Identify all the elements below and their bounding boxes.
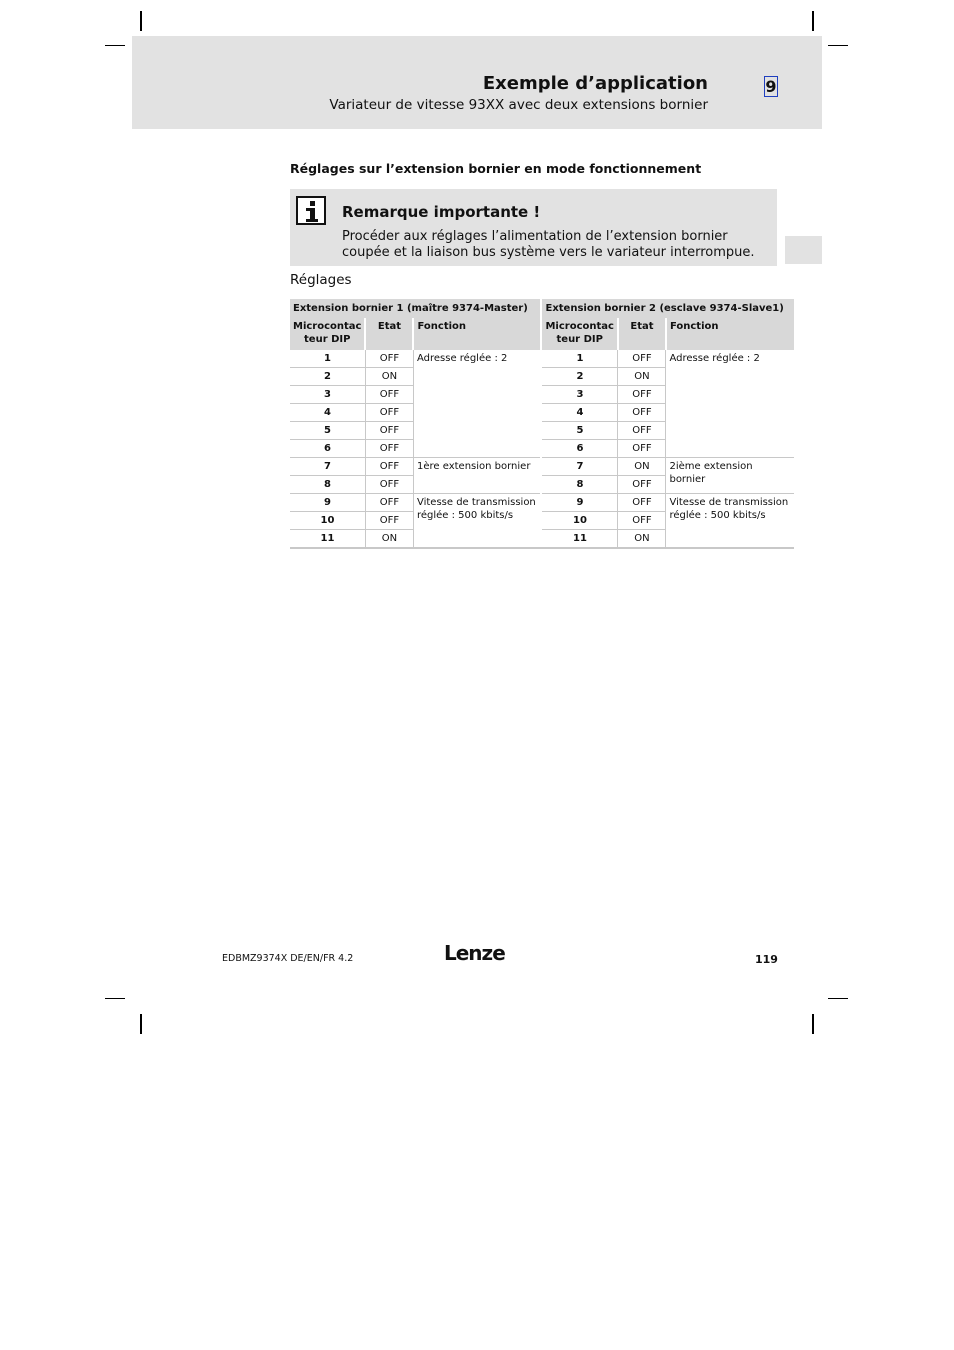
footer-doc-code: EDBMZ9374X DE/EN/FR 4.2 — [222, 953, 354, 964]
dip-state: ON — [365, 530, 413, 549]
col-function-header: Fonction — [666, 318, 794, 350]
dip-number: 10 — [541, 512, 617, 530]
dip-number: 3 — [541, 386, 617, 404]
chapter-number-link[interactable]: 9 — [765, 77, 777, 96]
dip-number: 5 — [290, 422, 365, 440]
dip-state: OFF — [365, 422, 413, 440]
dip-number: 4 — [290, 404, 365, 422]
header-band — [132, 36, 822, 129]
dip-number: 7 — [290, 458, 365, 476]
dip-state: ON — [618, 530, 666, 549]
page-number: 119 — [755, 953, 778, 966]
col-dip-header: Microcontac teur DIP — [290, 318, 365, 350]
dip-state: OFF — [618, 422, 666, 440]
lenze-logo: Lenze — [444, 941, 505, 965]
function-cell: Adresse réglée : 2 — [666, 350, 794, 458]
settings-label: Réglages — [290, 272, 352, 288]
section-heading: Réglages sur l’extension bornier en mode fonctionnement — [290, 161, 702, 176]
dip-number: 5 — [541, 422, 617, 440]
dip-number: 2 — [290, 368, 365, 386]
dip-number: 3 — [290, 386, 365, 404]
function-cell: 1ère extension bornier — [413, 458, 541, 494]
dip-number: 1 — [290, 350, 365, 368]
dip-state: ON — [365, 368, 413, 386]
crop-mark — [828, 45, 848, 46]
side-tab-marker — [785, 236, 822, 264]
crop-mark — [812, 1014, 814, 1034]
dip-number: 11 — [290, 530, 365, 549]
dip-state: OFF — [618, 494, 666, 512]
dip-number: 10 — [290, 512, 365, 530]
dip-state: OFF — [618, 404, 666, 422]
col-state-header: Etat — [365, 318, 413, 350]
dip-number: 1 — [541, 350, 617, 368]
function-cell: Adresse réglée : 2 — [413, 350, 541, 458]
dip-state: OFF — [365, 458, 413, 476]
dip-number: 6 — [290, 440, 365, 458]
crop-mark — [105, 45, 125, 46]
group2-header: Extension bornier 2 (esclave 9374-Slave1) — [541, 299, 793, 318]
note-body: Procéder aux réglages l’alimentation de l’extension bornier coupée et la liaison bus système vers le variateur interrompue. — [342, 229, 755, 260]
dip-number: 7 — [541, 458, 617, 476]
crop-mark — [105, 998, 125, 999]
dip-state: OFF — [618, 386, 666, 404]
function-cell: 2ième extension bornier — [666, 458, 794, 494]
table-row — [290, 494, 794, 512]
dip-state: OFF — [618, 440, 666, 458]
col-function-header: Fonction — [413, 318, 541, 350]
dip-number: 9 — [290, 494, 365, 512]
table-row — [290, 350, 794, 368]
function-cell: Vitesse de transmission réglée : 500 kbits/s — [413, 494, 541, 549]
note-title: Remarque importante ! — [342, 203, 541, 221]
dip-state: OFF — [365, 404, 413, 422]
table-row — [290, 458, 794, 476]
dip-state: OFF — [365, 494, 413, 512]
crop-mark — [140, 1014, 142, 1034]
crop-mark — [140, 11, 142, 31]
dip-number: 9 — [541, 494, 617, 512]
col-state-header: Etat — [618, 318, 666, 350]
dip-state: OFF — [618, 512, 666, 530]
dip-number: 6 — [541, 440, 617, 458]
dip-state: ON — [618, 368, 666, 386]
group1-header: Extension bornier 1 (maître 9374-Master) — [290, 299, 541, 318]
dip-state: OFF — [365, 512, 413, 530]
chapter-subtitle: Variateur de vitesse 93XX avec deux extensions bornier — [329, 97, 708, 113]
dip-number: 8 — [541, 476, 617, 494]
info-icon — [296, 196, 326, 225]
dip-state: OFF — [618, 350, 666, 368]
dip-switch-table — [290, 299, 794, 549]
function-cell: Vitesse de transmission réglée : 500 kbits/s — [666, 494, 794, 549]
crop-mark — [812, 11, 814, 31]
dip-state: ON — [618, 458, 666, 476]
dip-state: OFF — [618, 476, 666, 494]
col-dip-header: Microcontac teur DIP — [541, 318, 617, 350]
dip-number: 4 — [541, 404, 617, 422]
dip-state: OFF — [365, 440, 413, 458]
dip-number: 8 — [290, 476, 365, 494]
dip-state: OFF — [365, 350, 413, 368]
chapter-title: Exemple d’application — [482, 73, 708, 94]
dip-number: 2 — [541, 368, 617, 386]
dip-state: OFF — [365, 386, 413, 404]
dip-number: 11 — [541, 530, 617, 549]
crop-mark — [828, 998, 848, 999]
dip-state: OFF — [365, 476, 413, 494]
